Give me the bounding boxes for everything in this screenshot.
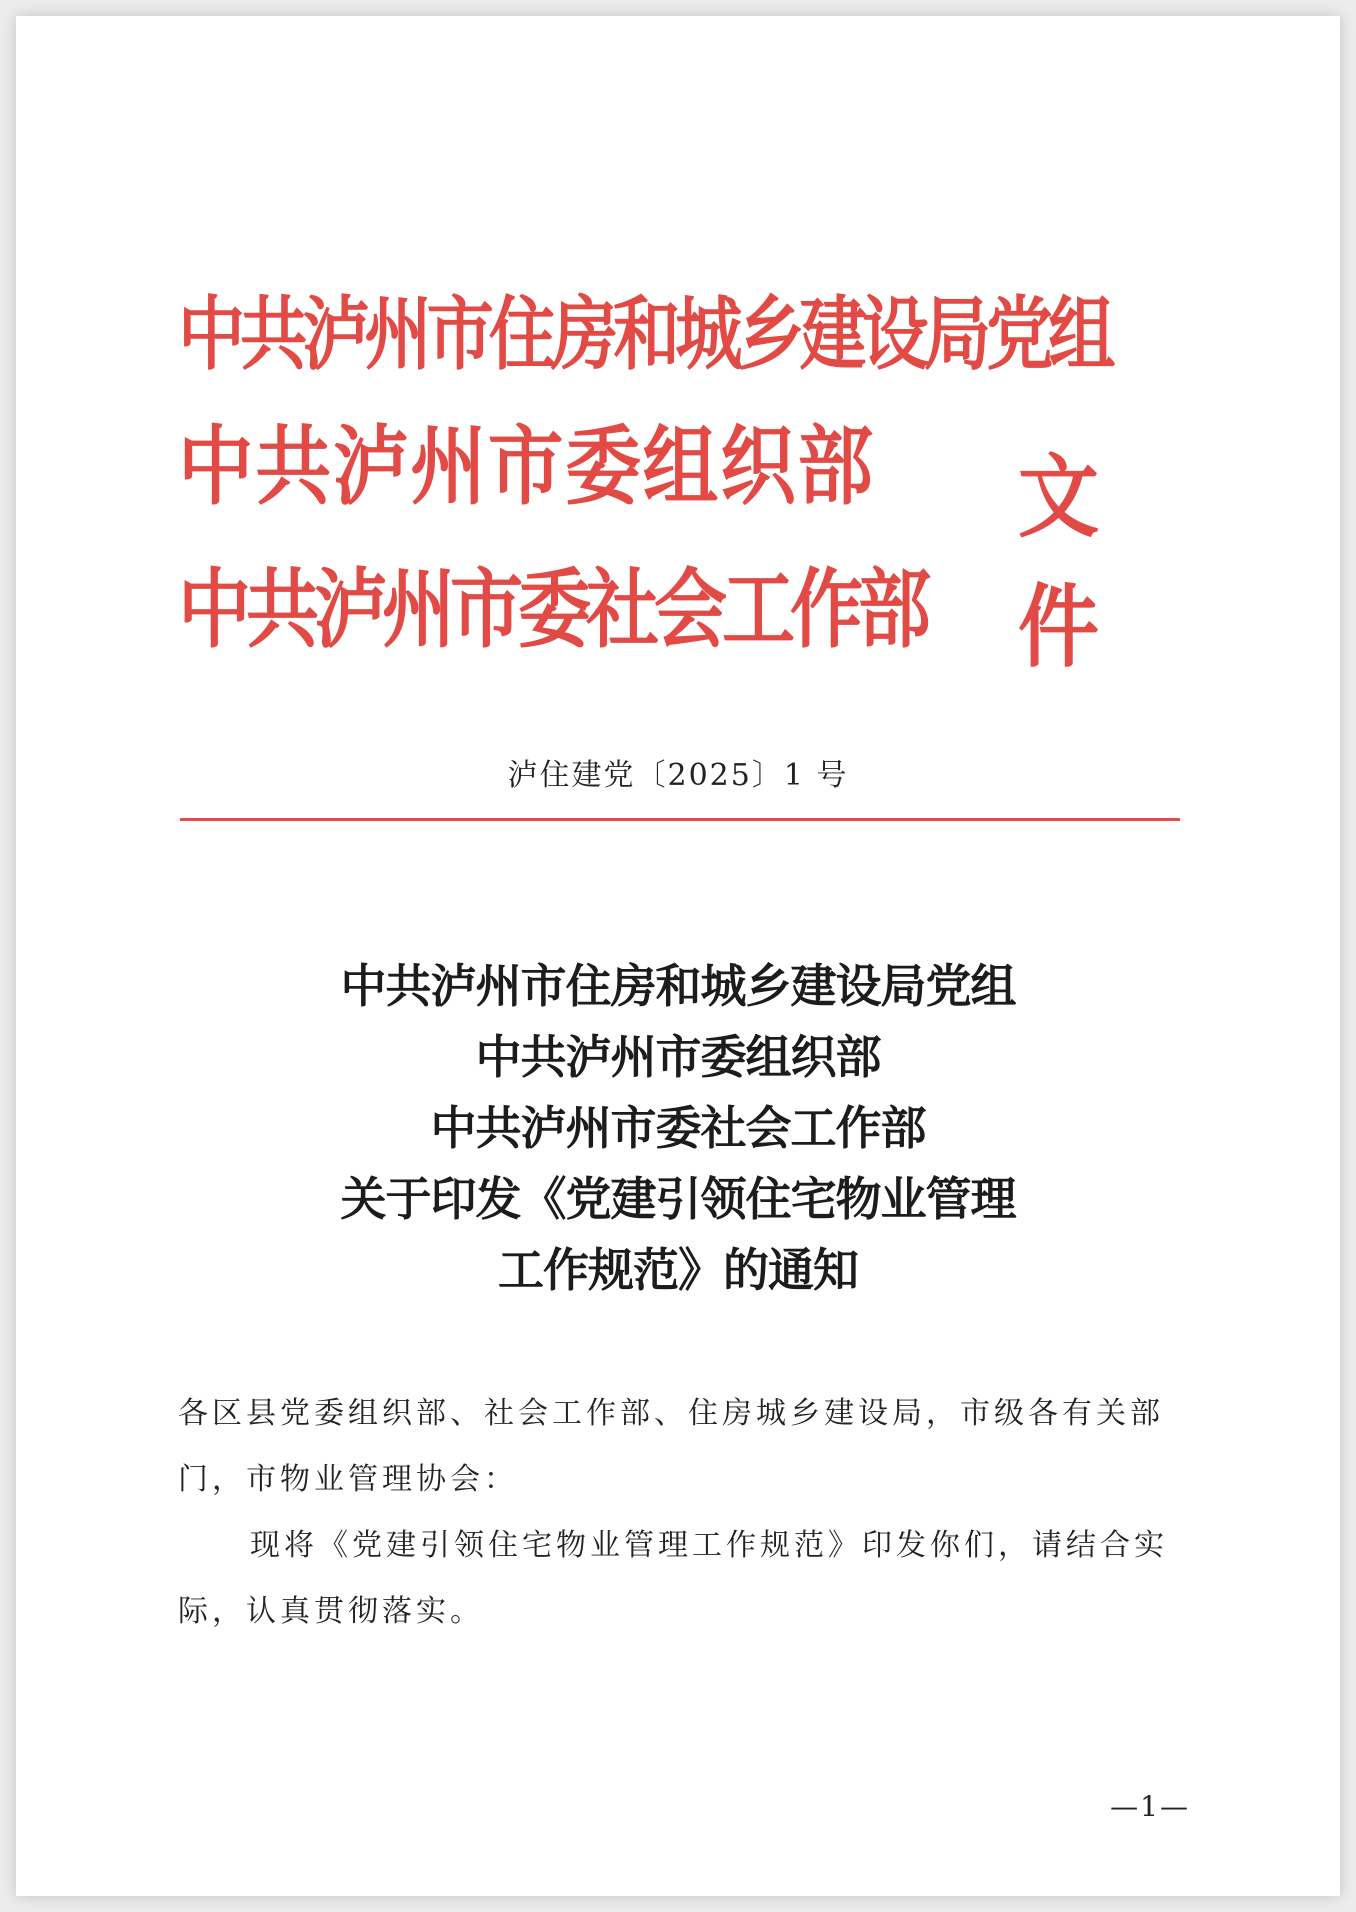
title-line: 工作规范》的通知 [498,1243,858,1297]
header-suffix-wenjian: 文件 [1018,444,1108,680]
document-page [16,16,1340,1896]
title-line: 中共泸州市住房和城乡建设局党组 [340,959,1016,1013]
red-divider-line [180,818,1180,821]
document-body [178,1381,1188,1645]
addressee: 各区县党委组织部、社会工作部、住房城乡建设局，市级各有关部门，市物业管理协会： [178,1396,1164,1497]
title-line: 中共泸州市委组织部 [475,1030,881,1084]
issuer-social-work-dept: 中共泸州市委社会工作部 [178,559,926,660]
issuer-housing-bureau: 中共泸州市住房和城乡建设局党组 [178,287,1111,381]
document-title [16,951,1340,1306]
page-number: —1— [1110,1790,1190,1823]
title-line: 中共泸州市委社会工作部 [430,1101,926,1155]
body-paragraph: 现将《党建引领住宅物业管理工作规范》印发你们，请结合实际，认真贯彻落实。 [178,1528,1168,1629]
issuer-organization-dept: 中共泸州市委组织部 [178,416,875,517]
title-line: 关于印发《党建引领住宅物业管理 [340,1172,1016,1226]
document-number: 泸住建党〔2025〕1 号 [507,758,849,793]
